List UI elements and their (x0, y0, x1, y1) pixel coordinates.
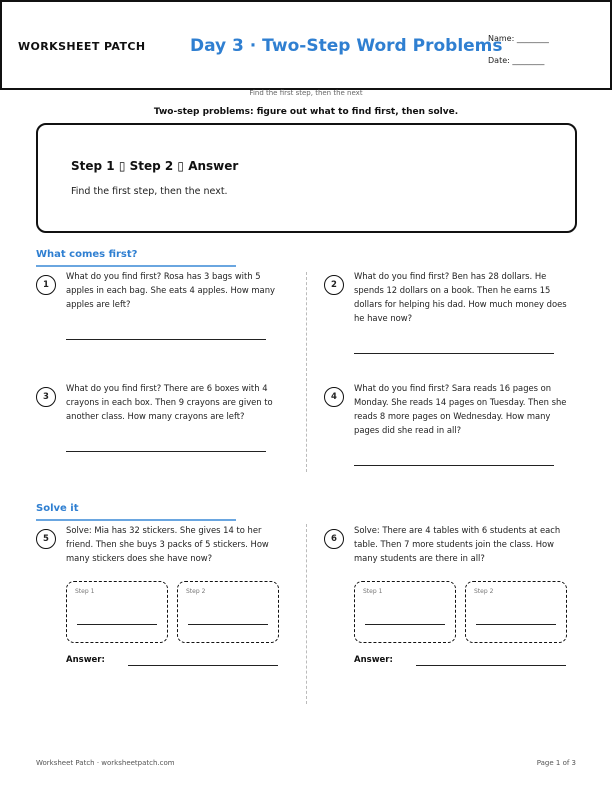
final-answer-line[interactable] (416, 665, 566, 666)
footer-site: Worksheet Patch · worksheetpatch.com (36, 759, 175, 767)
step-2-box[interactable] (177, 581, 279, 643)
step-1-box[interactable] (354, 581, 456, 643)
answer-line[interactable] (354, 465, 554, 466)
answer-label: Answer: (354, 655, 393, 665)
step-answer-line (77, 624, 157, 625)
problem-number-badge: 6 (324, 529, 344, 549)
section-rule (36, 519, 236, 521)
problem-text: Solve: There are 4 tables with 6 students at each table. Then 7 more students join the class. How many students are there in all? (354, 525, 561, 563)
step-label: Step 2 (474, 588, 494, 595)
worksheet-header (0, 0, 612, 90)
intro-text: Two-step problems: figure out what to find first, then solve. (153, 107, 459, 117)
problem-text: What do you find first? Sara reads 16 pages on Monday. She reads 14 pages on Tuesday. Then she reads 8 more pages on Wednesday. How many pages did she read in all? (354, 383, 567, 435)
section-rule (36, 265, 236, 267)
section-title-what-comes-first: What comes first? (36, 249, 138, 260)
problem-text: Solve: Mia has 32 stickers. She gives 14 to her friend. Then she buys 3 packs of 5 stickers. How many stickers does she have now? (66, 525, 269, 563)
step-label: Step 1 (363, 588, 383, 595)
footer-page-number: Page 1 of 3 (536, 759, 576, 767)
section-title-solve-it: Solve it (36, 503, 79, 514)
answer-line[interactable] (66, 451, 266, 452)
step-1-box[interactable] (66, 581, 168, 643)
step-label: Step 1 (75, 588, 95, 595)
problem-number-badge: 3 (36, 387, 56, 407)
step-label: Step 2 (186, 588, 206, 595)
step-answer-line (365, 624, 445, 625)
subheading: Find the first step, then the next (249, 89, 363, 97)
column-divider (306, 272, 307, 472)
banner-title: Step 1 ▯ Step 2 ▯ Answer (71, 159, 239, 173)
answer-line[interactable] (66, 339, 266, 340)
name-field[interactable]: Name: ________ (488, 34, 549, 43)
problem-text: What do you find first? There are 6 boxes with 4 crayons in each box. Then 9 crayons are given to another class. How many crayons are left? (66, 383, 273, 421)
worksheet-title: Day 3 · Two-Step Word Problems (190, 36, 503, 56)
problem-number-badge: 1 (36, 275, 56, 295)
answer-line[interactable] (354, 353, 554, 354)
step-answer-line (188, 624, 268, 625)
date-field[interactable]: Date: ________ (488, 56, 545, 65)
brand-name: WORKSHEET PATCH (18, 40, 146, 53)
answer-label: Answer: (66, 655, 105, 665)
step-2-box[interactable] (465, 581, 567, 643)
problem-number-badge: 5 (36, 529, 56, 549)
problem-number-badge: 4 (324, 387, 344, 407)
problem-text: What do you find first? Ben has 28 dollars. He spends 12 dollars on a book. Then he earns 15 dollars for helping his dad. How much money does he have now? (354, 271, 567, 323)
column-divider (306, 524, 307, 704)
problem-number-badge: 2 (324, 275, 344, 295)
step-answer-line (476, 624, 556, 625)
final-answer-line[interactable] (128, 665, 278, 666)
banner-text: Find the first step, then the next. (71, 186, 228, 197)
problem-text: What do you find first? Rosa has 3 bags with 5 apples in each bag. She eats 4 apples. How many apples are left? (66, 271, 275, 309)
instruction-banner (36, 123, 577, 233)
